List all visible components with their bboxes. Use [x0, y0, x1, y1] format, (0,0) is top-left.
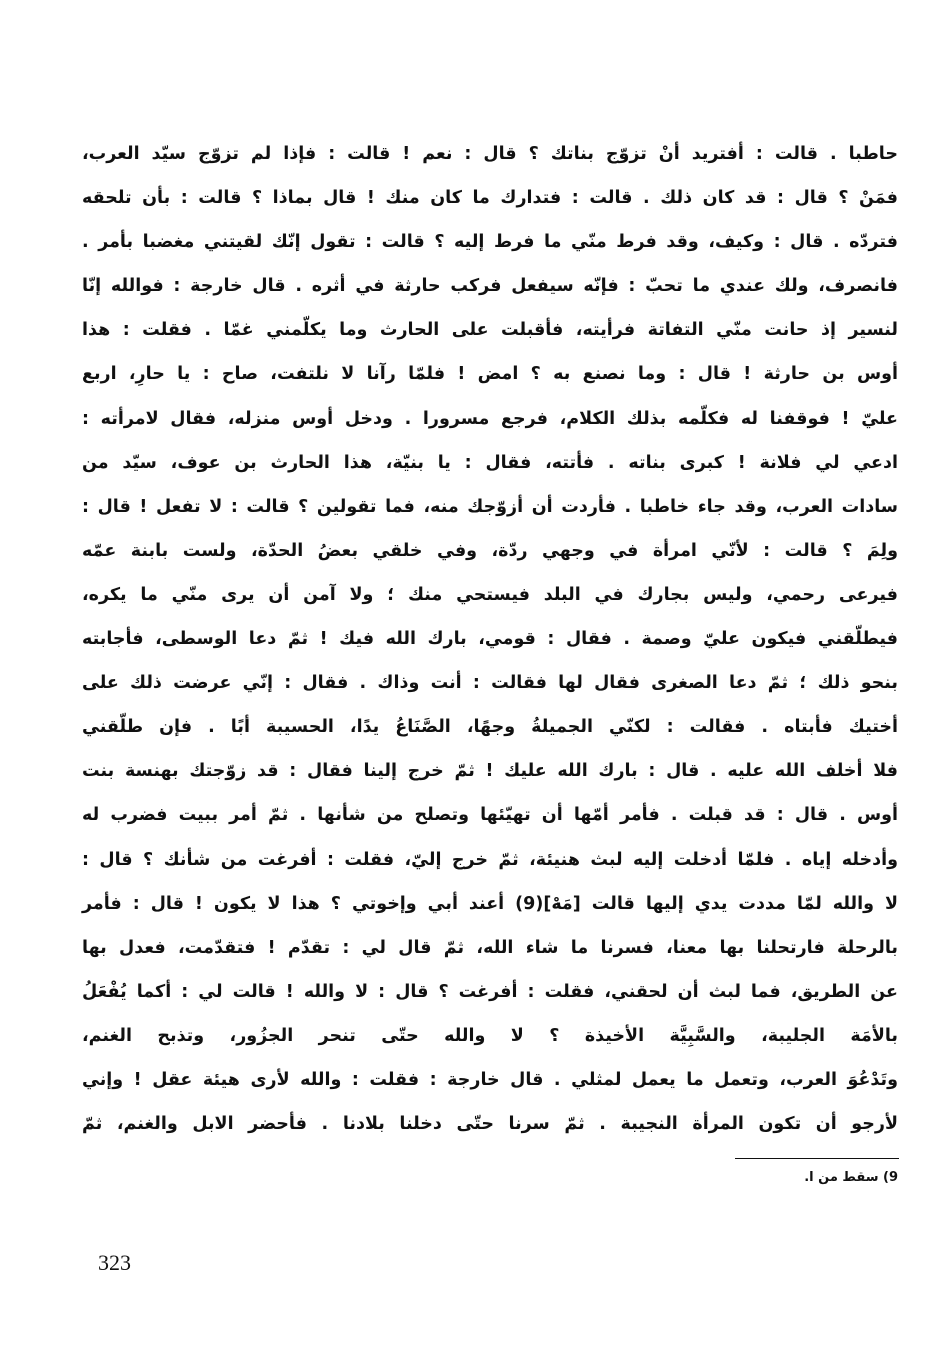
- text-line: ولِمَ ؟ قالت : لأنّي امرأة في وجهي ردّة، وفي خلقي بعضُ الحدّة، ولست بابنة عمّه: [82, 540, 898, 561]
- text-line: وأدخله إياه . فلمّا أدخلت إليه لبث هنيئة، ثمّ خرج إليّ، فقلت : أفرغت من شأنك ؟ قال :: [82, 849, 898, 870]
- text-line: لأرجو أن تكون المرأة النجيبة . ثمّ سرنا حتّى دخلنا بلادنا . فأحضر الابل والغنم، ثمّ: [82, 1114, 898, 1135]
- text-line: لنسير إذ حانت منّي التفاتة فرأيته، فأقبلت على الحارث وما يكلّمني غمّا . فقلت : هذا: [82, 320, 898, 341]
- text-line: فانصرف، ولك عندي ما تحبّ : فإنّه سيفعل فركب حارثة في أثره . قال خارجة : فوالله إنّا: [82, 276, 898, 297]
- text-line: وتَدْعُوَ العرب، وتعمل ما يعمل لمثلي . قال خارجة : فقلت : والله لأرى هيئة عقل ! وإني: [82, 1069, 898, 1090]
- body-text: [82, 132, 898, 1146]
- text-line: فتردّه . قال : وكيف، وقد فرط منّي ما فرط إليه ؟ قالت : تقول إنّك لقيتني مغضبا بأمر .: [82, 232, 898, 253]
- text-line: بالرحلة فارتحلنا بها معنا، فسرنا ما شاء الله، ثمّ قال لي : تقدّم ! فتقدّمت، فعدل بها: [82, 937, 898, 958]
- page-number: 323: [98, 1250, 131, 1275]
- text-line: فمَنْ ؟ قال : قد كان ذلك . قالت : فتدارك ما كان منك ! قال بماذا ؟ قالت : بأن تلحقه: [82, 188, 898, 209]
- text-line: عن الطريق، فما لبث أن لحقني، فقلت : أفرغت ؟ قال : لا والله ! قالت لي : أكما يُفْعَلُ: [82, 981, 898, 1002]
- text-line: أوس . قال : قد قبلت . فأمر أمّها أن تهيّئها وتصلح من شأنها . ثمّ أمر ببيت فضرب له: [82, 805, 898, 826]
- text-line: فلا أخلف الله عليه . قال : بارك الله عليك ! ثمّ خرج إلينا فقال : قد زوّجتك بهنسة بنت: [82, 761, 898, 782]
- text-line: لا والله لمّا مددت يدي إليها قالت [مَهْ](9) أعند أبي وإخوتي ؟ هذا لا يكون ! قال : فأمر: [82, 893, 899, 914]
- text-line: حاطبا . قالت : أفتريد أنْ تزوّج بناتك ؟ قال : نعم ! قالت : فإذا لم تزوّج سيّد العرب،: [82, 144, 898, 164]
- text-line: فيرعى رحمي، وليس بجارك في البلد فيستحي منك ؛ ولا آمن أن يرى منّي ما يكره،: [82, 584, 898, 605]
- text-line: ادعي لي فلانة ! كبرى بناته . فأتته، فقال : يا بنيّة، هذا الحارث بن عوف، سيّد من: [82, 452, 898, 473]
- text-line: أختيك فأبتاه . فقالت : لكنّي الجميلةُ وجهًا، الصَّنَاعُ يدًا، الحسيبة أبًا . فإن طلّقني: [82, 717, 898, 738]
- text-line: بالأمَة الجليبة، والسَّبِيَّة الأخيذة ؟ لا والله حتّى تنحر الجزُور، وتذبح الغنم،: [82, 1025, 898, 1046]
- text-line: أوس بن حارثة ! قال : وما نصنع به ؟ امض ! فلمّا رآنا لا نلتفت، صاح : يا حارِ، اربع: [82, 364, 898, 385]
- footnote: 9) سقط من ا.: [804, 1170, 898, 1185]
- text-line: سادات العرب، وقد جاء خاطبا . فأردت أن أزوّجك منه، فما تقولين ؟ قالت : لا تفعل ! قال :: [82, 496, 898, 517]
- text-line: بنحو ذلك ؛ ثمّ دعا الصغرى فقال لها فقالت : أنت وذاك . فقال : إنّي عرضت ذلك على: [82, 673, 898, 694]
- footnote-divider: [735, 1158, 899, 1159]
- text-line: فيطلّقني فيكون عليّ وصمة . فقال : قومي، بارك الله فيك ! ثمّ دعا الوسطى، فأجابته: [82, 629, 898, 650]
- text-line: عليّ ! فوقفنا له فكلّمه بذلك الكلام، فرجع مسرورا . ودخل أوس منزله، فقال لامرأته :: [82, 408, 898, 429]
